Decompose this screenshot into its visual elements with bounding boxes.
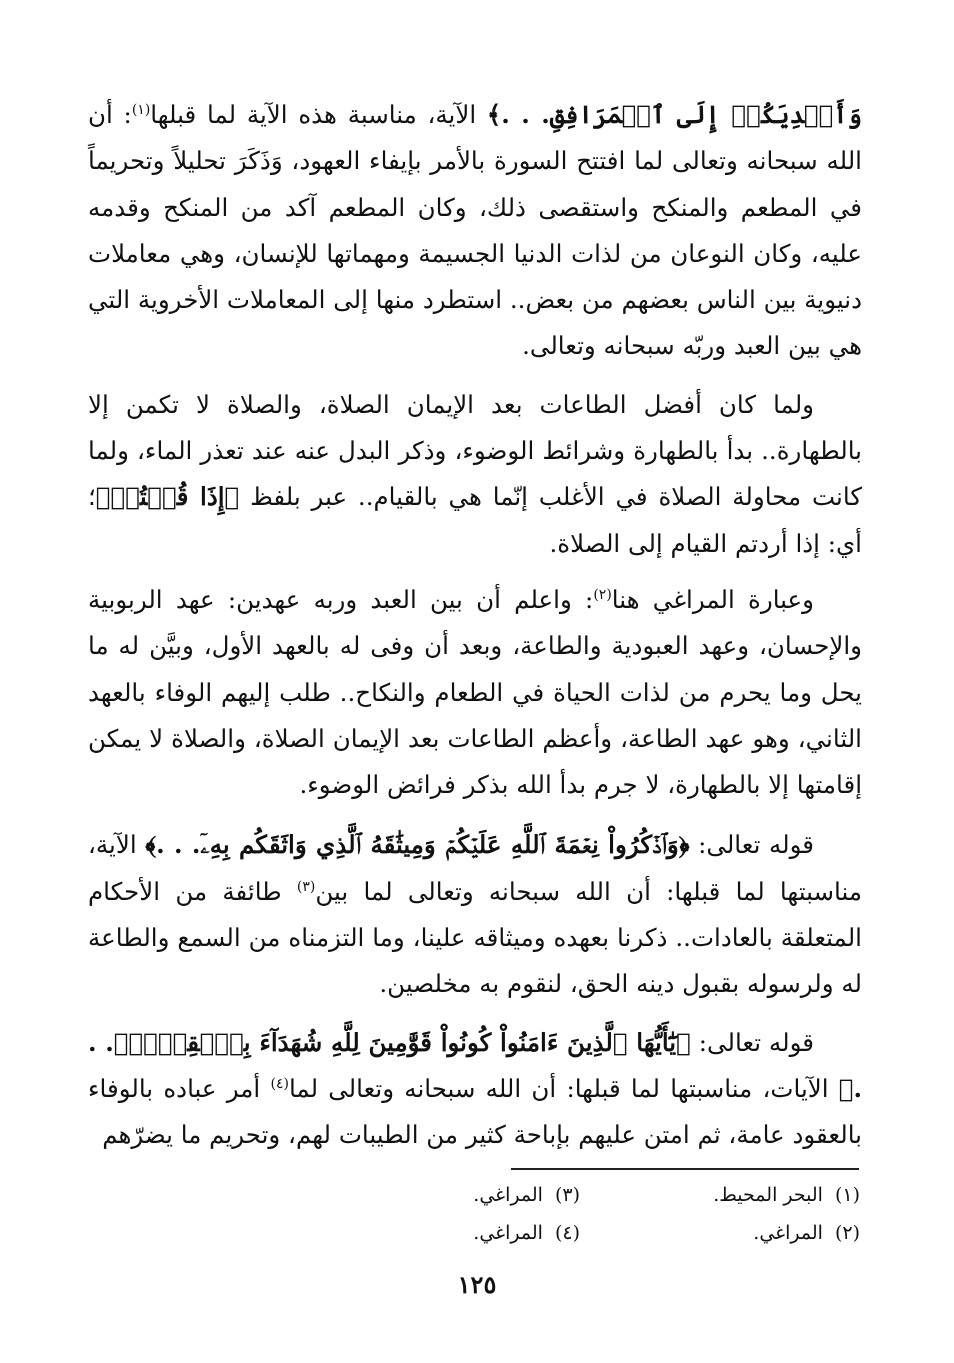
text-segment: : واعلم أن بين العبد وربه عهدين: عهد الربوبية والإحسان، وعهد العبودية والطاعة، وبعد أن وفى له بالعهد الأول، وبيَّن له ما يحل وما يحرم من لذات الحياة في الطعام والنكاح.. طلب إليهم الوفاء بالعهد الثاني، وهو عهد الطاعة، وأعظم الطاعات بعد الإيمان الصلاة، والصلاة لا يمكن إقامتها إلا بالطهارة، لا جرم بدأ الله بذكر فرائض الوضوء. [88,584,862,800]
footnote-number: (٣) [554,1184,580,1206]
footnotes [300,1176,860,1252]
quran-quote: ﴿وَٱذۡكُرُواْ نِعۡمَةَ ٱللَّهِ عَلَيۡكُمۡ وَمِيثَٰقَهُ ٱلَّذِي وَاثَقَكُم بِهِۦٓ. . .﴾ [145,830,690,860]
footnote-item [580,1176,860,1214]
text-segment: الآية، مناسبة هذه الآية لما قبلها [150,100,487,129]
paragraph-1 [88,92,862,370]
text-segment: الآيات، مناسبتها لما قبلها: أن الله سبحانه وتعالى لما [288,1073,839,1103]
footnote-marker: (٢) [593,586,612,603]
paragraph-5 [88,1020,862,1159]
text-segment: طائفة من الأحكام المتعلقة بالعادات.. ذكرنا بعهده وميثاقه علينا، وما التزمناه من السمع والطاعة له ولرسوله بقبول دينه الحق، لنقوم به مخلصين. [88,876,862,999]
footnote-item [300,1214,580,1252]
footnote-text: المراغي. [473,1184,543,1206]
quran-quote: ﴿إِذَا قُمۡتُمۡ﴾ [95,482,240,512]
footnote-row [300,1176,860,1214]
footnote-text: المراغي. [473,1222,543,1244]
footnote-item [580,1214,860,1252]
paragraph-4 [88,822,862,1007]
footnote-marker: (١) [131,101,151,118]
main-text [88,92,862,1159]
text-segment: ؛ أي: إذا أردتم القيام إلى الصلاة. [88,482,862,558]
text-segment: وعبارة المراغي هنا [611,584,814,614]
text-segment: : أن الله سبحانه وتعالى لما افتتح السورة بالأمر بإيفاء العهود، وَذَكَرَ تحليلاً وتحريماً في المطعم والمنكح واستقصى ذلك، وكان المطعم آكد من المنكح وقدمه عليه، وكان النوعان من لذات الدنيا الجسيمة ومهماتها للإنسان، وهي معاملات دنيوية بين الناس بعضهم من بعض.. استطرد منها إلى المعاملات الأخروية التي هي بين العبد وربّه سبحانه وتعالى. [88,100,862,361]
text-segment: قوله تعالى: [689,830,814,860]
footnote-number: (١) [834,1184,860,1206]
footnote-divider [511,1168,859,1170]
footnote-number: (٤) [554,1222,580,1244]
footnote-text: البحر المحيط. [713,1184,823,1206]
footnote-marker: (٣) [296,878,316,895]
text-segment: قوله تعالى: [690,1027,814,1057]
footnote-number: (٢) [834,1222,860,1244]
text-segment: الآية، مناسبتها لما قبلها: أن الله سبحانه وتعالى لما بين [88,830,862,906]
text-segment: أمر عباده بالوفاء بالعقود عامة، ثم امتن عليهم بإباحة كثير من الطيبات لهم، وتحريم ما يضرّهم [88,1073,862,1150]
quran-quote: وَأَيۡدِيَكُمۡ إِلَى ٱلۡمَرَافِقِ. . .﴾ [486,100,862,129]
footnote-marker: (٤) [270,1075,289,1092]
text-segment: ولما كان أفضل الطاعات بعد الإيمان الصلاة، والصلاة لا تكمن إلا بالطهارة.. بدأ بالطهارة وشرائط الوضوء، وذكر البدل عنه عند تعذر الماء، ولما كانت محاولة الصلاة في الأغلب إنّما هي بالقيام.. عبر بلفظ [88,389,862,512]
page-number: ١٢٥ [457,1270,497,1299]
paragraph-2 [88,382,862,567]
footnote-row [300,1214,860,1252]
footnote-text: المراغي. [753,1222,823,1244]
footnote-item [300,1176,580,1214]
quran-quote: ﴿يَٰٓأَيُّهَا ٱلَّذِينَ ءَامَنُواْ كُونُواْ قَوَّٰمِينَ لِلَّهِ شُهَدَآءَ بِٱلۡقِسۡطِۖ. . .﴾ [88,1027,863,1103]
paragraph-3 [88,577,862,808]
